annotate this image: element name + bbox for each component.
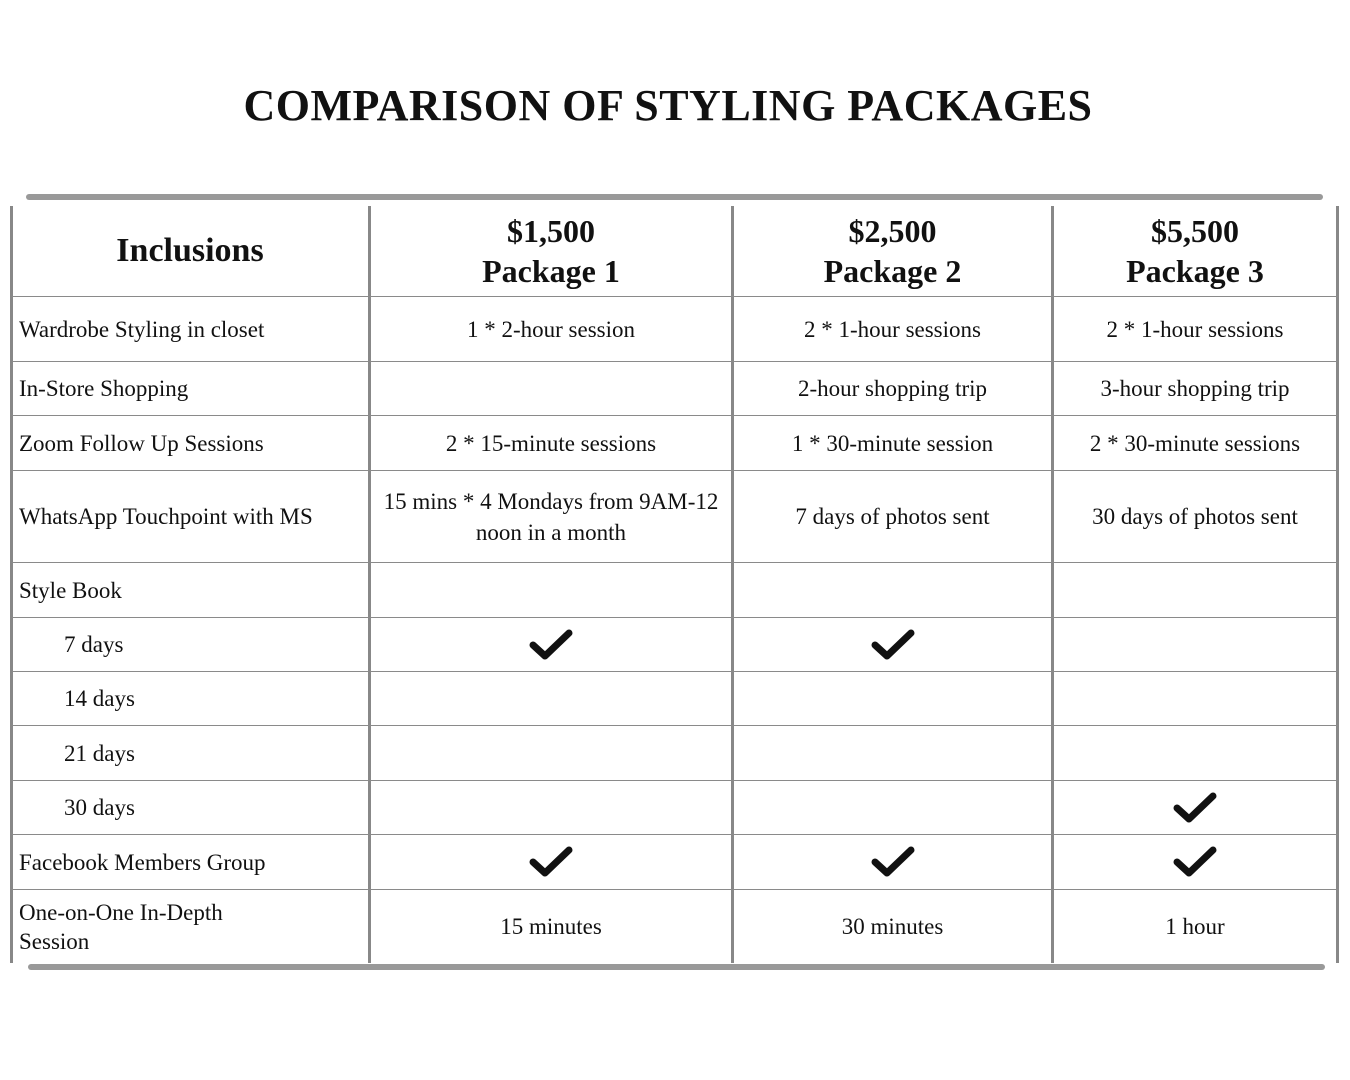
table-cell: [1054, 835, 1336, 889]
table-cell: 30 minutes: [841, 914, 944, 939]
table-cell: [734, 781, 1051, 834]
row-label: 30 days: [64, 795, 135, 820]
table-cell: [371, 362, 731, 415]
table-cell: [371, 781, 731, 834]
table-cell: 2 * 1-hour sessions: [804, 316, 981, 342]
table-cell: [1054, 618, 1336, 671]
row-label: Wardrobe Styling in closet: [19, 316, 265, 342]
page-title: COMPARISON OF STYLING PACKAGES: [243, 81, 1093, 130]
table-cell: 30 days of photos sent: [1092, 504, 1298, 529]
check-icon: [1173, 791, 1217, 825]
table-cell: 15 mins * 4 Mondays from 9AM-12 noon in a month: [383, 488, 719, 545]
package-price: $1,500: [507, 213, 595, 249]
column-header-package-2: [734, 206, 1051, 296]
package-name: Package 3: [1126, 253, 1264, 289]
check-icon: [1173, 845, 1217, 879]
table-cell: 1 * 30-minute session: [791, 430, 994, 456]
row-label: In-Store Shopping: [19, 376, 189, 401]
table-cell: 15 minutes: [500, 914, 602, 939]
row-label: WhatsApp Touchpoint with MS: [19, 504, 313, 529]
table-cell: 1 * 2-hour session: [466, 316, 636, 342]
table-cell: [1054, 563, 1336, 617]
table-cell: [734, 726, 1051, 780]
table-cell: [371, 618, 731, 671]
table-cell: 2 * 1-hour sessions: [1106, 316, 1284, 342]
column-header-inclusions: Inclusions: [116, 232, 264, 269]
table-cell: [1054, 726, 1336, 780]
table-bottom-rule: [28, 964, 1325, 970]
table-cell: [734, 672, 1051, 725]
row-label: 14 days: [64, 686, 135, 711]
table-cell: [734, 563, 1051, 617]
row-label: 21 days: [64, 740, 135, 766]
package-name: Package 1: [482, 253, 620, 289]
table-cell: 2 * 30-minute sessions: [1089, 430, 1301, 456]
table-cell: 1 hour: [1165, 914, 1225, 939]
table-cell: 2 * 15-minute sessions: [445, 430, 657, 456]
row-label: Facebook Members Group: [19, 849, 266, 875]
table-cell: 3-hour shopping trip: [1100, 376, 1290, 401]
table-cell: 2-hour shopping trip: [797, 376, 988, 401]
table-cell: [371, 726, 731, 780]
table-cell: [1054, 781, 1336, 834]
check-icon: [529, 845, 573, 879]
check-icon: [529, 628, 573, 662]
package-name: Package 2: [823, 253, 962, 289]
table-cell: [371, 835, 731, 889]
column-header-package-3: [1054, 206, 1336, 296]
table-cell: [734, 618, 1051, 671]
check-icon: [871, 845, 915, 879]
column-header-package-1: [371, 206, 731, 296]
package-price: $2,500: [848, 213, 937, 249]
column-divider: [1336, 206, 1339, 963]
table-cell: 7 days of photos sent: [795, 504, 990, 529]
row-label: 7 days: [64, 632, 124, 657]
table-cell: [734, 835, 1051, 889]
package-price: $5,500: [1151, 213, 1239, 249]
check-icon: [871, 628, 915, 662]
row-label: Zoom Follow Up Sessions: [19, 430, 264, 456]
table-cell: [1054, 672, 1336, 725]
table-top-rule: [26, 194, 1323, 200]
row-label: One-on-One In-Depth Session: [19, 899, 223, 954]
table-cell: [371, 563, 731, 617]
table-cell: [371, 672, 731, 725]
row-label: Style Book: [19, 577, 122, 603]
